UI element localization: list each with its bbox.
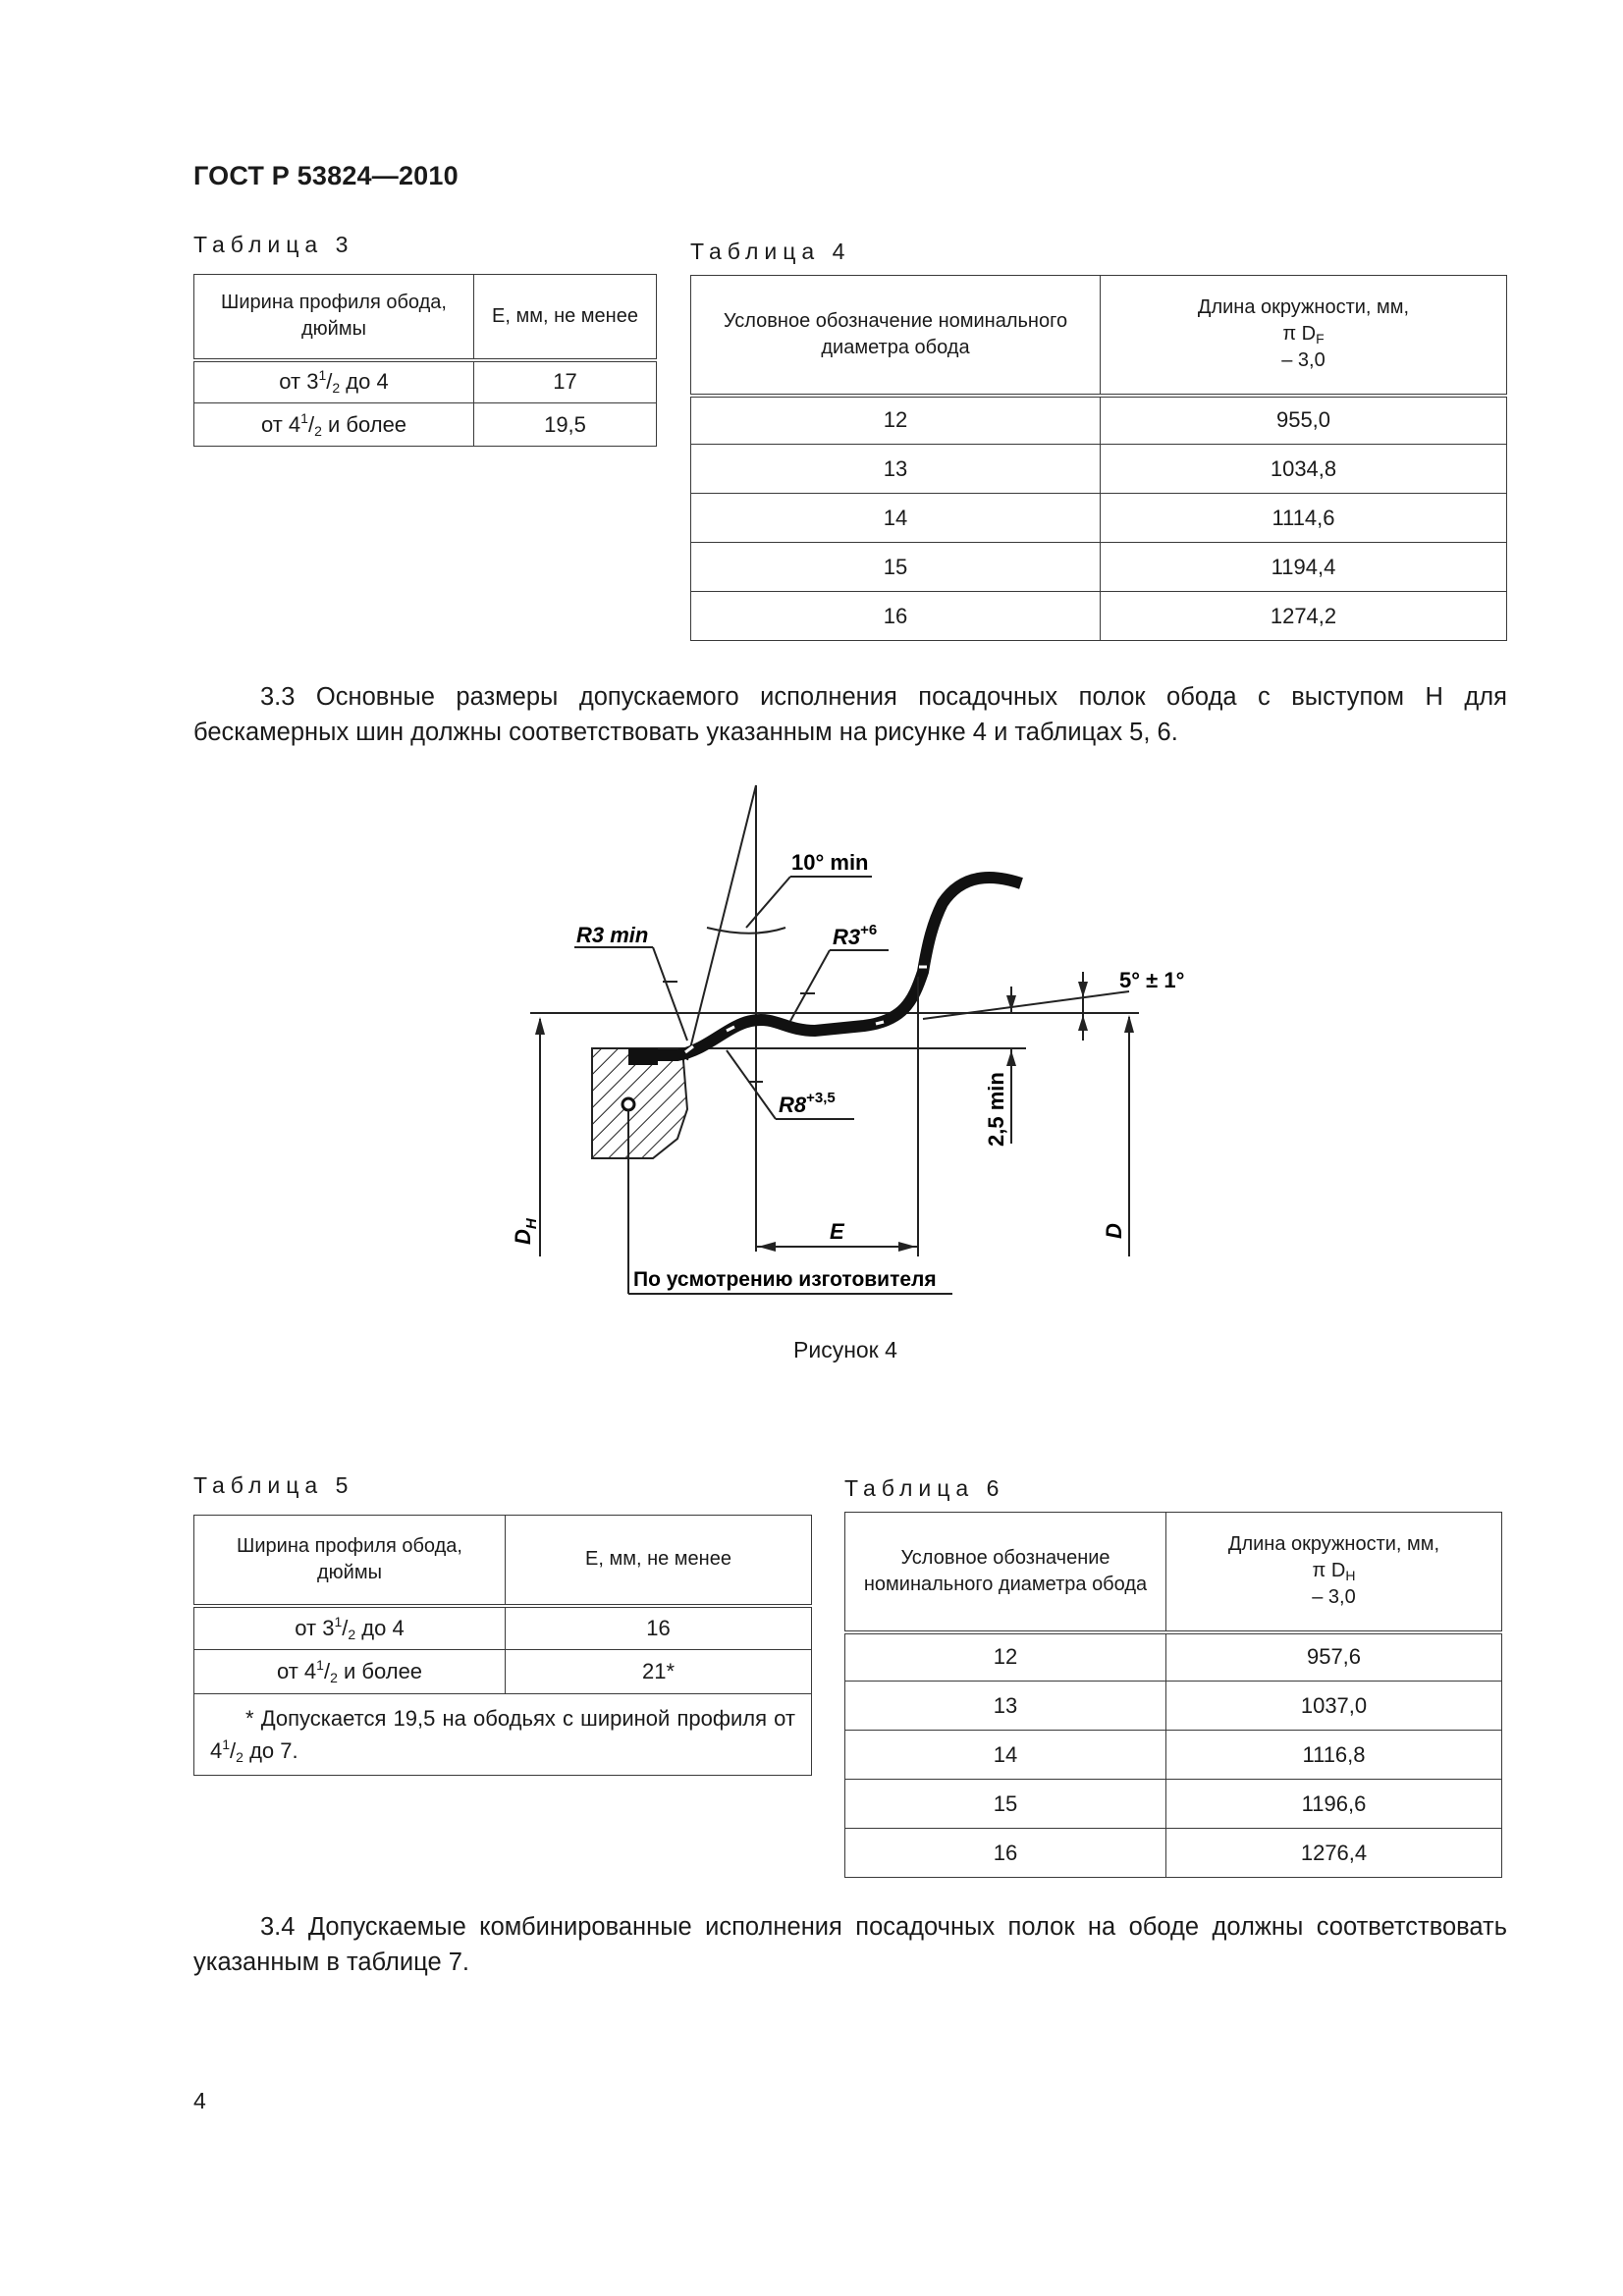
label-2-5min: 2,5 min — [984, 1072, 1008, 1147]
table5-caption: Таблица 5 — [193, 1472, 354, 1498]
table3-width-cell: от $4^1/_2$ и более — [194, 403, 474, 447]
e-arrow-right — [898, 1242, 916, 1252]
table-row — [845, 1780, 1502, 1829]
table6-d-cell: 16 — [845, 1829, 1166, 1878]
table6-len-cell: 1037,0 — [1166, 1682, 1502, 1731]
rim-profile — [628, 878, 1021, 1055]
table4-header-diameter: Условное обозначение номинального диаметра обода — [691, 276, 1101, 396]
table6-len-cell: 1196,6 — [1166, 1780, 1502, 1829]
table-row — [194, 403, 657, 447]
table4 — [690, 275, 1507, 641]
table3 — [193, 274, 657, 447]
e-arrow-left — [758, 1242, 776, 1252]
table6-d-cell: 13 — [845, 1682, 1166, 1731]
table5-e-cell: 21* — [506, 1650, 812, 1694]
label-d: D — [1102, 1223, 1126, 1239]
leader-r8 — [727, 1050, 776, 1119]
table5-width-cell: от $3^1/_2$ до 4 — [194, 1606, 506, 1650]
table4-len-cell: 1114,6 — [1101, 494, 1507, 543]
label-5deg: 5° ± 1° — [1119, 968, 1185, 992]
table4-d-cell: 13 — [691, 445, 1101, 494]
table6 — [844, 1512, 1502, 1878]
label-r3: $R3^{+6}$ — [833, 922, 878, 949]
d-arrow — [1124, 1015, 1134, 1033]
table4-d-cell: 14 — [691, 494, 1101, 543]
angle-arrow-bottom — [1078, 1015, 1088, 1031]
table6-header-length: Длина окружности, мм, π $D_H$ – 3,0 — [1166, 1513, 1502, 1632]
table-row — [691, 396, 1507, 445]
table6-d-cell: 12 — [845, 1632, 1166, 1682]
table-row — [691, 445, 1507, 494]
table-row — [691, 592, 1507, 641]
table4-d-cell: 15 — [691, 543, 1101, 592]
min-arrow-top — [1006, 995, 1016, 1011]
table3-caption: Таблица 3 — [193, 232, 354, 257]
table-row — [194, 1650, 812, 1694]
profile-dash — [876, 1022, 884, 1024]
table5-e-cell: 16 — [506, 1606, 812, 1650]
label-r8: $R8^{+3,5}$ — [779, 1090, 836, 1117]
marker-circle — [622, 1098, 634, 1110]
table4-len-cell: 1194,4 — [1101, 543, 1507, 592]
label-dh: $D_H$ — [511, 1218, 540, 1245]
table4-len-cell: 1274,2 — [1101, 592, 1507, 641]
paragraph-3-3: 3.3 Основные размеры допускаемого исполнения посадочных полок обода с выступом H для бескамерных шин должны соответствовать указанным на рисунке 4 и таблицах 5, 6. — [193, 683, 1507, 746]
table-row — [845, 1829, 1502, 1878]
table6-len-cell: 1276,4 — [1166, 1829, 1502, 1878]
table5 — [193, 1515, 812, 1776]
table-row — [845, 1731, 1502, 1780]
table-row — [845, 1632, 1502, 1682]
leader-10min — [746, 877, 790, 928]
table4-header-length: Длина окружности, мм, π $D_F$ – 3,0 — [1101, 276, 1507, 396]
table-row — [194, 360, 657, 403]
table6-len-cell: 957,6 — [1166, 1632, 1502, 1682]
table-row — [194, 1606, 812, 1650]
table4-len-cell: 1034,8 — [1101, 445, 1507, 494]
table6-header-diameter: Условное обозначение номинального диаметра обода — [845, 1513, 1166, 1632]
label-e: E — [830, 1219, 844, 1244]
label-r3min: R3 min — [576, 923, 649, 947]
table6-caption: Таблица 6 — [844, 1475, 1005, 1501]
leader-r3 — [790, 950, 830, 1021]
min-arrow — [1006, 1050, 1016, 1066]
table4-len-cell: 955,0 — [1101, 396, 1507, 445]
angle-arrow-top — [1078, 982, 1088, 997]
page-number: 4 — [193, 2088, 206, 2113]
table3-width-cell: от $3^1/_2$ до 4 — [194, 360, 474, 403]
rim-end-block — [628, 1048, 658, 1065]
table5-width-cell: от $4^1/_2$ и более — [194, 1650, 506, 1694]
figure-4-drawing — [481, 775, 1227, 1306]
figure-caption: Рисунок 4 — [793, 1337, 897, 1362]
label-10min: 10° min — [791, 850, 869, 875]
label-manufacturer: По усмотрению изготовителя — [633, 1268, 937, 1291]
table4-d-cell: 12 — [691, 396, 1101, 445]
table-row — [845, 1682, 1502, 1731]
table5-footnote: * Допускается 19,5 на ободьях с шириной профиля от $4^1/_2$ до 7. — [194, 1694, 812, 1776]
table5-header-e: E, мм, не менее — [506, 1516, 812, 1606]
table3-e-cell: 17 — [474, 360, 657, 403]
table-row — [691, 494, 1507, 543]
table3-header-width: Ширина профиля обода, дюймы — [194, 275, 474, 360]
leader-r3min — [653, 947, 687, 1041]
paragraph-3-4: 3.4 Допускаемые комбинированные исполнения посадочных полок на ободе должны соответствовать указанным в таблице 7. — [193, 1913, 1507, 1976]
table4-d-cell: 16 — [691, 592, 1101, 641]
table6-d-cell: 14 — [845, 1731, 1166, 1780]
table5-header-width: Ширина профиля обода, дюймы — [194, 1516, 506, 1606]
table-row — [691, 543, 1507, 592]
table3-e-cell: 19,5 — [474, 403, 657, 447]
dh-arrow — [535, 1017, 545, 1035]
angle-line — [923, 991, 1129, 1019]
table6-len-cell: 1116,8 — [1166, 1731, 1502, 1780]
table4-caption: Таблица 4 — [690, 239, 851, 264]
table3-header-e: E, мм, не менее — [474, 275, 657, 360]
table6-d-cell: 15 — [845, 1780, 1166, 1829]
document-header: ГОСТ Р 53824—2010 — [193, 161, 459, 190]
